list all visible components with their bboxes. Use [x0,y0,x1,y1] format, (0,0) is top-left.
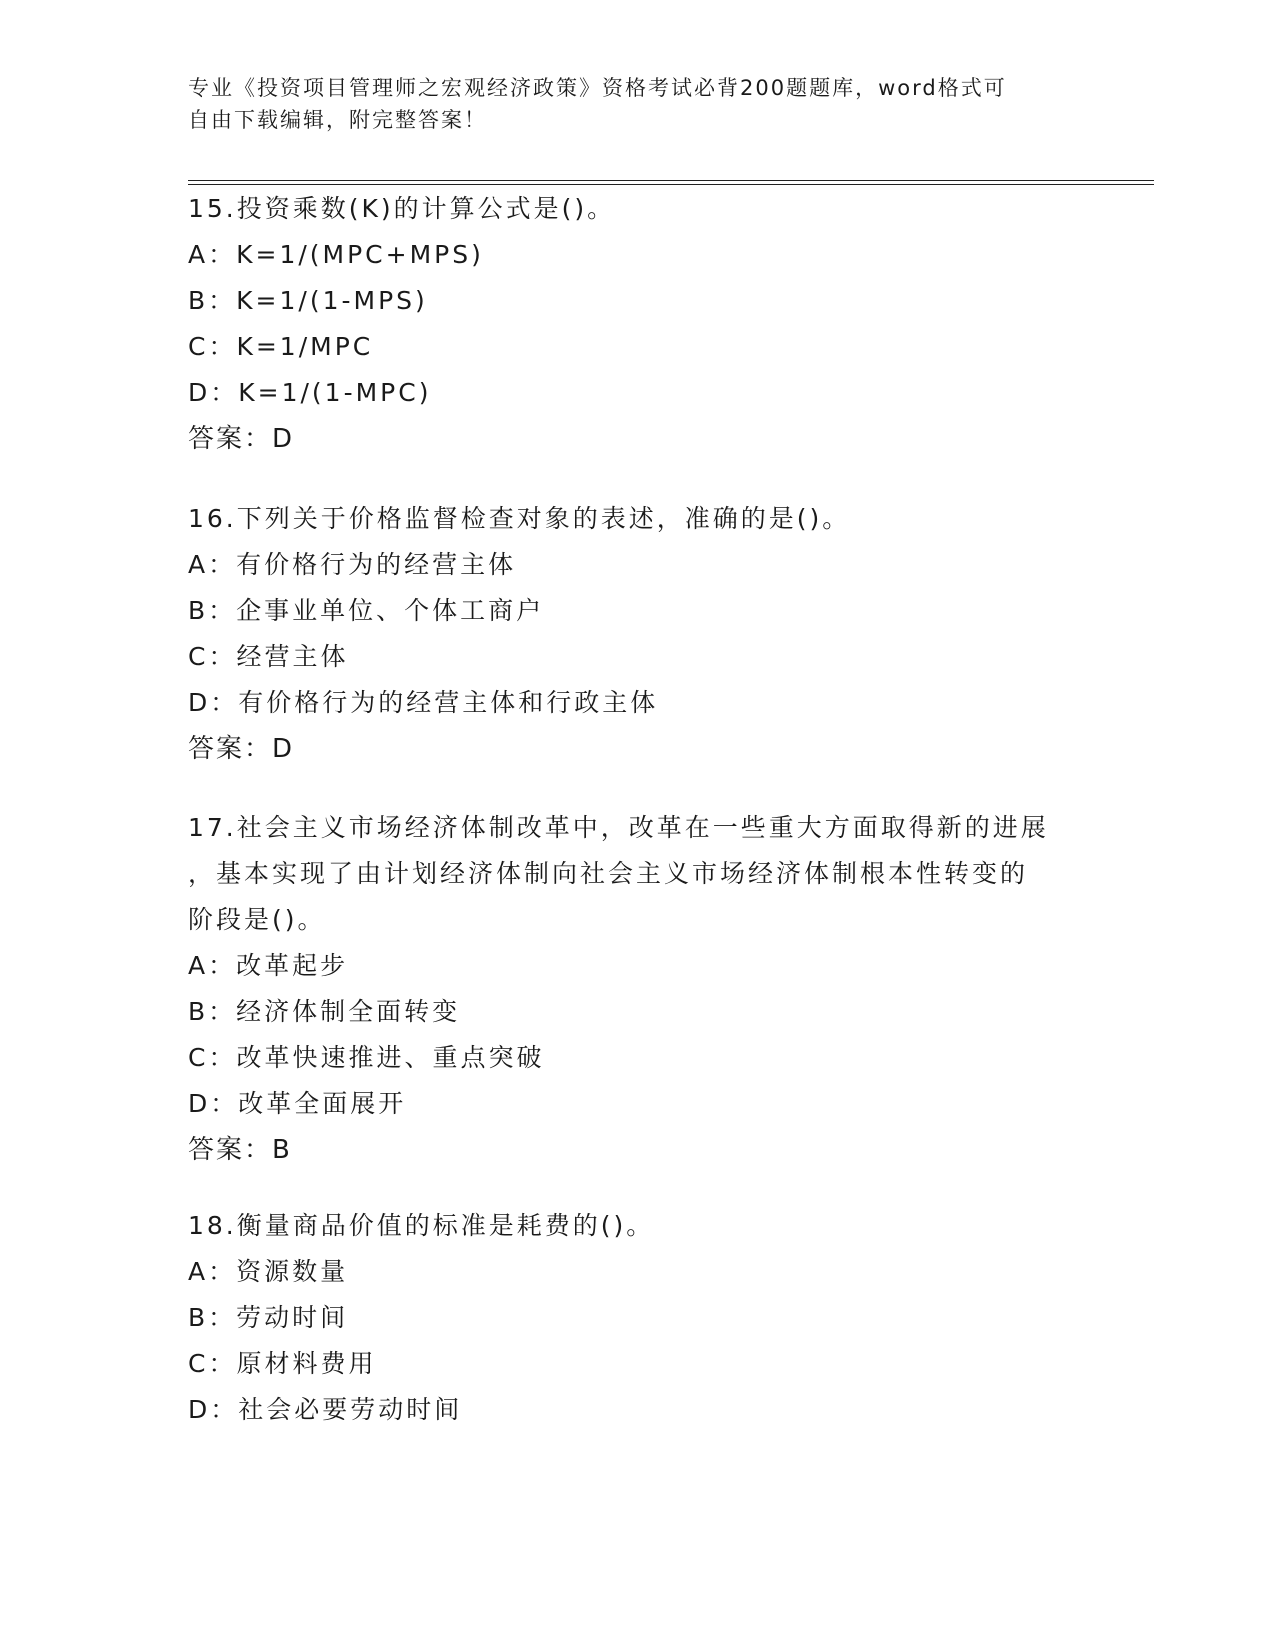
answer-label: 答案： [188,734,273,764]
option-d: D：改革全面展开 [188,1089,407,1118]
answer-value: D [272,734,293,764]
question-stem-line-2: ，基本实现了由计划经济体制向社会主义市场经济体制根本性转变的 [188,859,1029,888]
header-divider-top [188,180,1154,181]
question-stem-line-1: 17.社会主义市场经济体制改革中，改革在一些重大方面取得新的进展 [188,813,1049,842]
option-c: C：改革快速推进、重点突破 [188,1043,545,1072]
option-b: B：经济体制全面转变 [188,997,461,1026]
document-header [188,72,1088,136]
question-stem: 16.下列关于价格监督检查对象的表述，准确的是()。 [188,504,851,533]
question-stem: 15.投资乘数(K)的计算公式是()。 [188,194,616,223]
answer-line [188,1127,1088,1173]
question-17 [188,805,1088,1173]
header-line-1: 专业《投资项目管理师之宏观经济政策》资格考试必背200题题库，word格式可 [188,76,1007,100]
answer-label: 答案： [188,1135,273,1165]
answer-label: 答案： [188,424,273,454]
option-c: C：K=1/MPC [188,332,374,361]
option-d: D：有价格行为的经营主体和行政主体 [188,688,659,717]
option-b: B：劳动时间 [188,1303,349,1332]
option-d: D：K=1/(1-MPC) [188,378,432,407]
option-a: A：有价格行为的经营主体 [188,550,517,579]
option-c: C：经营主体 [188,642,349,671]
question-stem-line-3: 阶段是()。 [188,905,326,934]
option-b: B：企事业单位、个体工商户 [188,596,545,625]
answer-value: D [272,424,293,454]
question-16 [188,496,1088,772]
question-15 [188,186,1088,462]
option-a: A：资源数量 [188,1257,349,1286]
option-a: A：K=1/(MPC+MPS) [188,240,484,269]
answer-line [188,726,1088,772]
option-b: B：K=1/(1-MPS) [188,286,428,315]
answer-value: B [272,1135,290,1165]
question-18 [188,1203,1088,1433]
question-stem: 18.衡量商品价值的标准是耗费的()。 [188,1211,655,1240]
header-divider-bottom [188,184,1154,185]
header-line-2: 自由下载编辑，附完整答案！ [188,108,487,132]
answer-line [188,416,1088,462]
option-d: D：社会必要劳动时间 [188,1395,463,1424]
option-a: A：改革起步 [188,951,349,980]
option-c: C：原材料费用 [188,1349,377,1378]
